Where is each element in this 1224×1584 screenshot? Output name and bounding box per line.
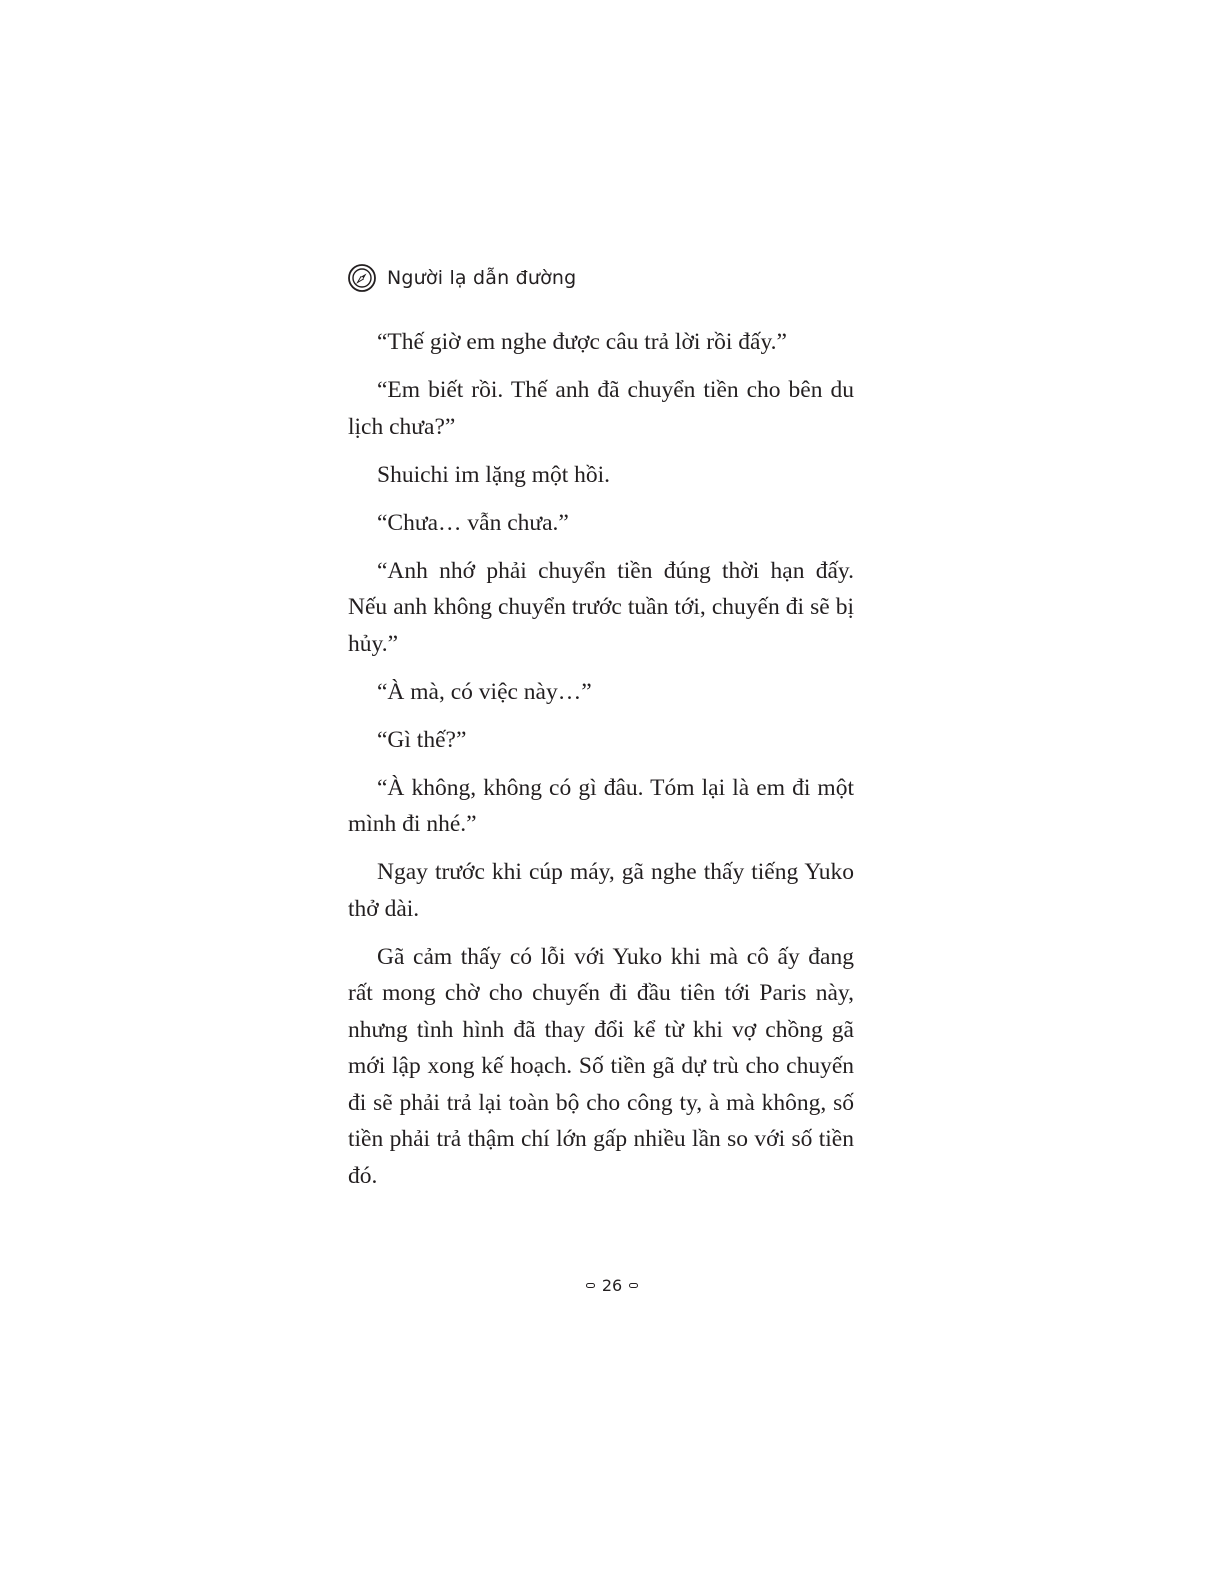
paragraph: Gã cảm thấy có lỗi với Yuko khi mà cô ấy đang rất mong chờ cho chuyến đi đầu tiên tới Paris này, nhưng tình hình đã thay đổi kể từ khi vợ chồng gã mới lập xong kế hoạch. Số tiền gã dự trù cho chuyến đi sẽ phải trả lại toàn bộ cho công ty, à mà không, số tiền phải trả thậm chí lớn gấp nhiều lần so với số tiền đó. [348,943,854,1189]
page-footer [0,1276,1224,1295]
paragraph: Ngay trước khi cúp máy, gã nghe thấy tiếng Yuko thở dài. [348,859,854,922]
paragraph: “Gì thế?” [377,726,467,753]
paragraph: “À mà, có việc này…” [377,678,592,705]
page-number: 26 [601,1276,623,1295]
paragraph: “Em biết rồi. Thế anh đã chuyển tiền cho bên du lịch chưa?” [348,377,854,440]
footer-ornament-left [586,1283,595,1288]
paragraph: “Chưa… vẫn chưa.” [377,509,569,536]
paragraph: “Thế giờ em nghe được câu trả lời rồi đấy.” [377,329,787,355]
paragraph: “À không, không có gì đâu. Tóm lại là em đi một mình đi nhé.” [348,774,854,837]
footer-ornament-right [629,1283,638,1288]
running-header [347,262,576,294]
running-header-title: Người lạ dẫn đường [387,267,577,289]
body-text [348,324,854,1206]
compass-icon [347,263,377,293]
paragraph: Shuichi im lặng một hồi. [377,461,611,488]
paragraph: “Anh nhớ phải chuyển tiền đúng thời hạn đấy. Nếu anh không chuyển trước tuần tới, chuyến đi sẽ bị hủy.” [348,557,854,657]
